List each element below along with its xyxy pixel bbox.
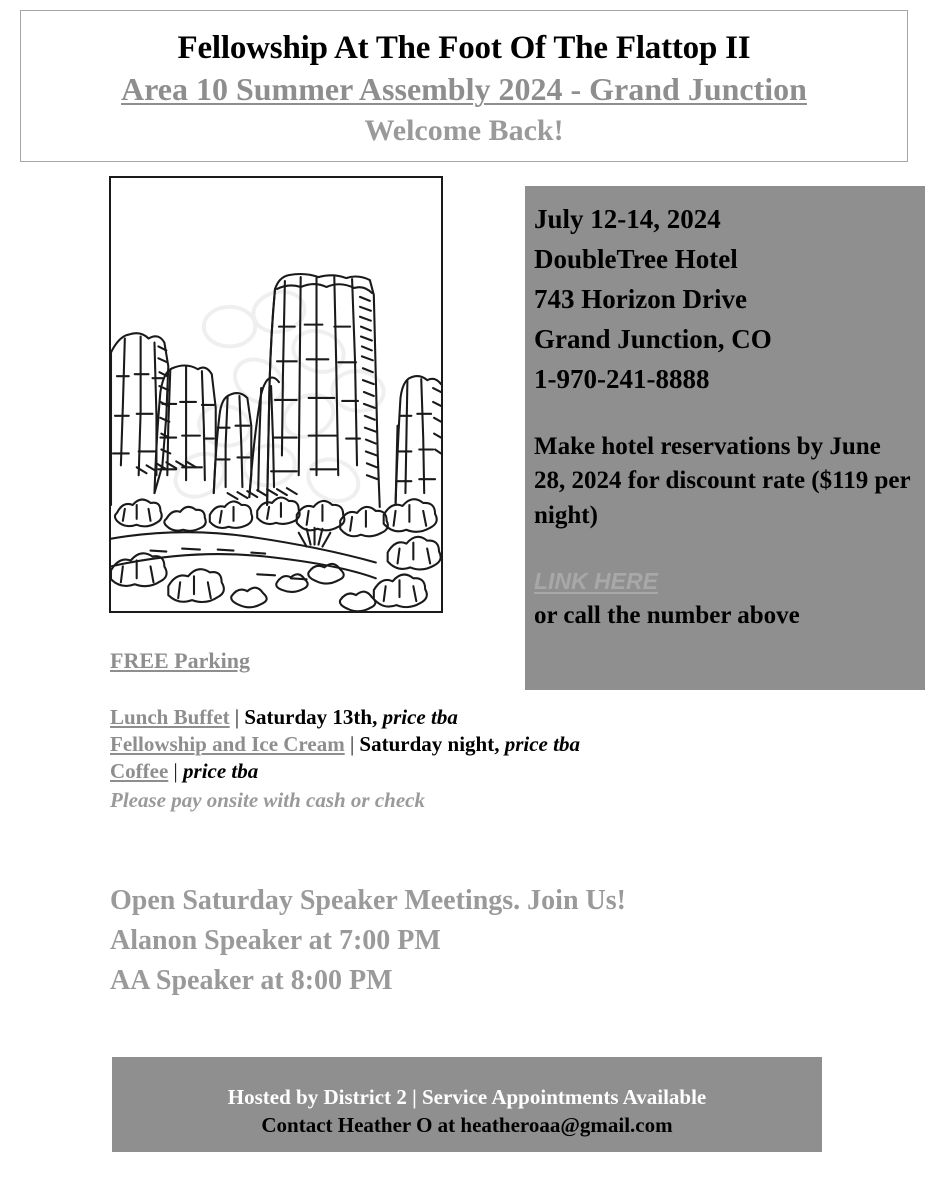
footer-banner (112, 1057, 822, 1152)
header-welcome: Welcome Back! (364, 113, 564, 147)
meal-when: Saturday night, (359, 732, 500, 757)
meal-row (110, 704, 750, 731)
header-subtitle: Area 10 Summer Assembly 2024 - Grand Junction (121, 71, 807, 108)
meal-when: Saturday 13th, (244, 705, 378, 729)
footer-host-line: Hosted by District 2 | Service Appointments Available (227, 1085, 707, 1109)
speaker-meetings (110, 881, 810, 1000)
header-box (20, 10, 908, 162)
rock-formation-illustration (109, 176, 443, 613)
rock-formation-icon (111, 178, 441, 611)
meal-separator: | (234, 705, 240, 729)
booking-link[interactable]: LINK HERE (534, 568, 658, 595)
meal-row (110, 758, 750, 785)
event-phone: 1-970-241-8888 (534, 363, 710, 394)
speaker-heading: Open Saturday Speaker Meetings. Join Us! (110, 885, 626, 916)
speaker-aa: AA Speaker at 8:00 PM (110, 964, 393, 996)
meal-label: Lunch Buffet (110, 705, 230, 729)
meal-separator: | (349, 732, 355, 757)
event-details-panel (525, 186, 925, 690)
parking-note: FREE Parking (110, 648, 250, 673)
meal-price: price tba (382, 705, 458, 729)
event-date: July 12-14, 2024 (534, 204, 721, 234)
event-street: 743 Horizon Drive (534, 283, 747, 314)
page-title: Fellowship At The Foot Of The Flattop II (177, 30, 751, 66)
speaker-alanon: Alanon Speaker at 7:00 PM (110, 924, 441, 956)
meals-list (110, 704, 750, 814)
event-venue: DoubleTree Hotel (534, 243, 738, 274)
meal-separator: | (173, 759, 178, 784)
meal-row (110, 731, 750, 758)
meal-price: price tba (183, 759, 259, 784)
meal-label: Coffee (110, 759, 169, 784)
call-note: or call the number above (534, 602, 800, 630)
payment-note: Please pay onsite with cash or check (110, 788, 425, 813)
meal-label: Fellowship and Ice Cream (110, 732, 345, 757)
meal-price: price tba (504, 732, 580, 757)
footer-contact-line: Contact Heather O at heatheroaa@gmail.com (261, 1113, 673, 1138)
event-city-state: Grand Junction, CO (534, 323, 772, 354)
reservation-note: Make hotel reservations by June 28, 2024 for discount rate ($119 per night) (534, 432, 911, 529)
